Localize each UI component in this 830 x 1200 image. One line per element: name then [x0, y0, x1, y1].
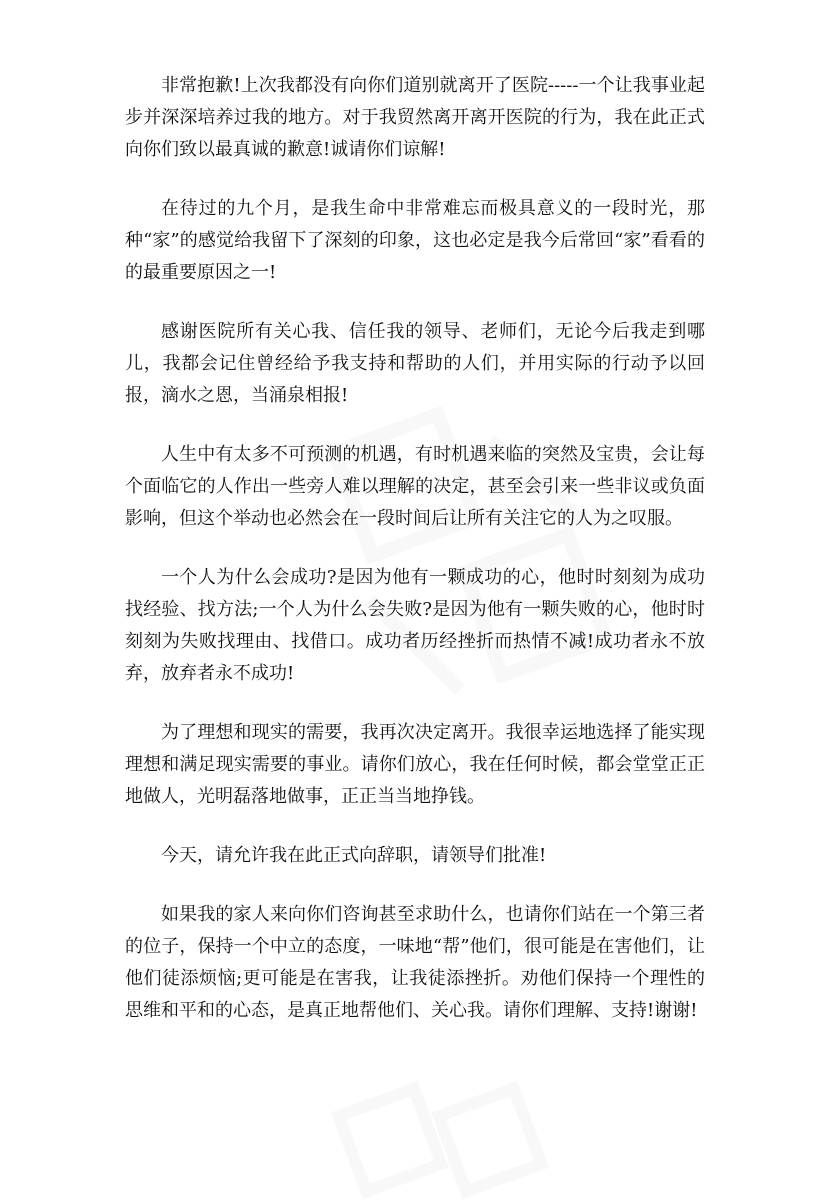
paragraph-resignation: 今天，请允许我在此正式向辞职，请领导们批准!: [161, 845, 547, 866]
watermark-stamp-bottom-icon: [330, 1080, 550, 1200]
paragraph-nine-months: 在待过的九个月，是我生命中非常难忘而极具意义的一段时光，那种“家”的感觉给我留下了深刻的印象，这也必定是我今后常回“家”看看的的最重要原因之一!: [125, 198, 705, 283]
paragraph-success: 一个人为什么会成功?是因为他有一颗成功的心，他时时刻刻为成功找经验、找方法;一个人为什么会失败?是因为他有一颗失败的心，他时时刻刻为失败找理由、找借口。成功者历经挫折而热情不减!成功者永不放弃，放弃者永不成功!: [125, 567, 705, 684]
paragraph-apology: 非常抱歉!上次我都没有向你们道别就离开了医院-----一个让我事业起步并深深培养过我的地方。对于我贸然离开离开医院的行为，我在此正式向你们致以最真诚的歉意!诚请你们谅解!: [125, 75, 705, 160]
letter-body: [125, 70, 705, 1054]
paragraph-family: 如果我的家人来向你们咨询甚至求助什么，也请你们站在一个第三者的位子，保持一个中立的态度，一味地“帮”他们，很可能是在害他们，让他们徒添烦恼;更可能是在害我，让我徒添挫折。劝他们保持一个理性的思维和平和的心态，是真正地帮他们、关心我。请你们理解、支持!谢谢!: [125, 904, 705, 1021]
paragraph-opportunity: 人生中有太多不可预测的机遇，有时机遇来临的突然及宝贵，会让每个面临它的人作出一些旁人难以理解的决定，甚至会引来一些非议或负面影响，但这个举动也必然会在一段时间后让所有关注它的人为之叹服。: [125, 444, 705, 529]
paragraph-decision: 为了理想和现实的需要，我再次决定离开。我很幸运地选择了能实现理想和满足现实需要的事业。请你们放心，我在任何时候，都会堂堂正正地做人，光明磊落地做事，正正当当地挣钱。: [125, 722, 705, 807]
paragraph-thanks: 感谢医院所有关心我、信任我的领导、老师们，无论今后我走到哪儿，我都会记住曾经给予我支持和帮助的人们，并用实际的行动予以回报，滴水之恩，当涌泉相报!: [125, 321, 705, 406]
